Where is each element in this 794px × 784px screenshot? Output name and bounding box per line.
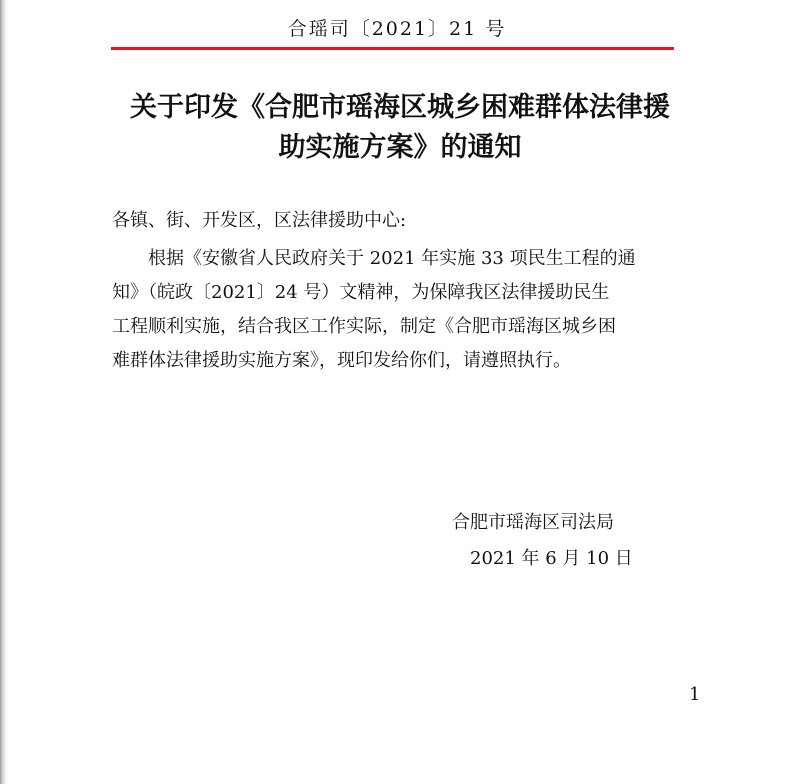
body-line-2: 知》（皖政〔2021〕24 号）文精神，为保障我区法律援助民生 [112, 282, 610, 303]
issuing-authority: 合肥市瑶海区司法局 [452, 512, 614, 533]
body-line-4: 难群体法律援助实施方案》，现印发给你们，请遵照执行。 [112, 350, 571, 371]
body-line-1: 根据《安徽省人民政府关于 2021 年实施 33 项民生工程的通 [148, 248, 636, 269]
addressee: 各镇、街、开发区，区法律援助中心: [112, 210, 407, 231]
title-line-1: 关于印发《合肥市瑶海区城乡困难群体法律援 [130, 92, 670, 123]
document-number: 合瑶司〔2021〕21 号 [287, 18, 507, 40]
red-header-rule [111, 47, 674, 50]
issue-date: 2021 年 6 月 10 日 [470, 548, 633, 569]
body-paragraph [112, 242, 712, 378]
page-number: 1 [689, 684, 701, 705]
title-line-2: 助实施方案》的通知 [278, 132, 522, 163]
page-edge-shadow [0, 0, 8, 784]
document-title [100, 88, 700, 168]
body-line-3: 工程顺利实施，结合我区工作实际，制定《合肥市瑶海区城乡困 [112, 316, 616, 337]
